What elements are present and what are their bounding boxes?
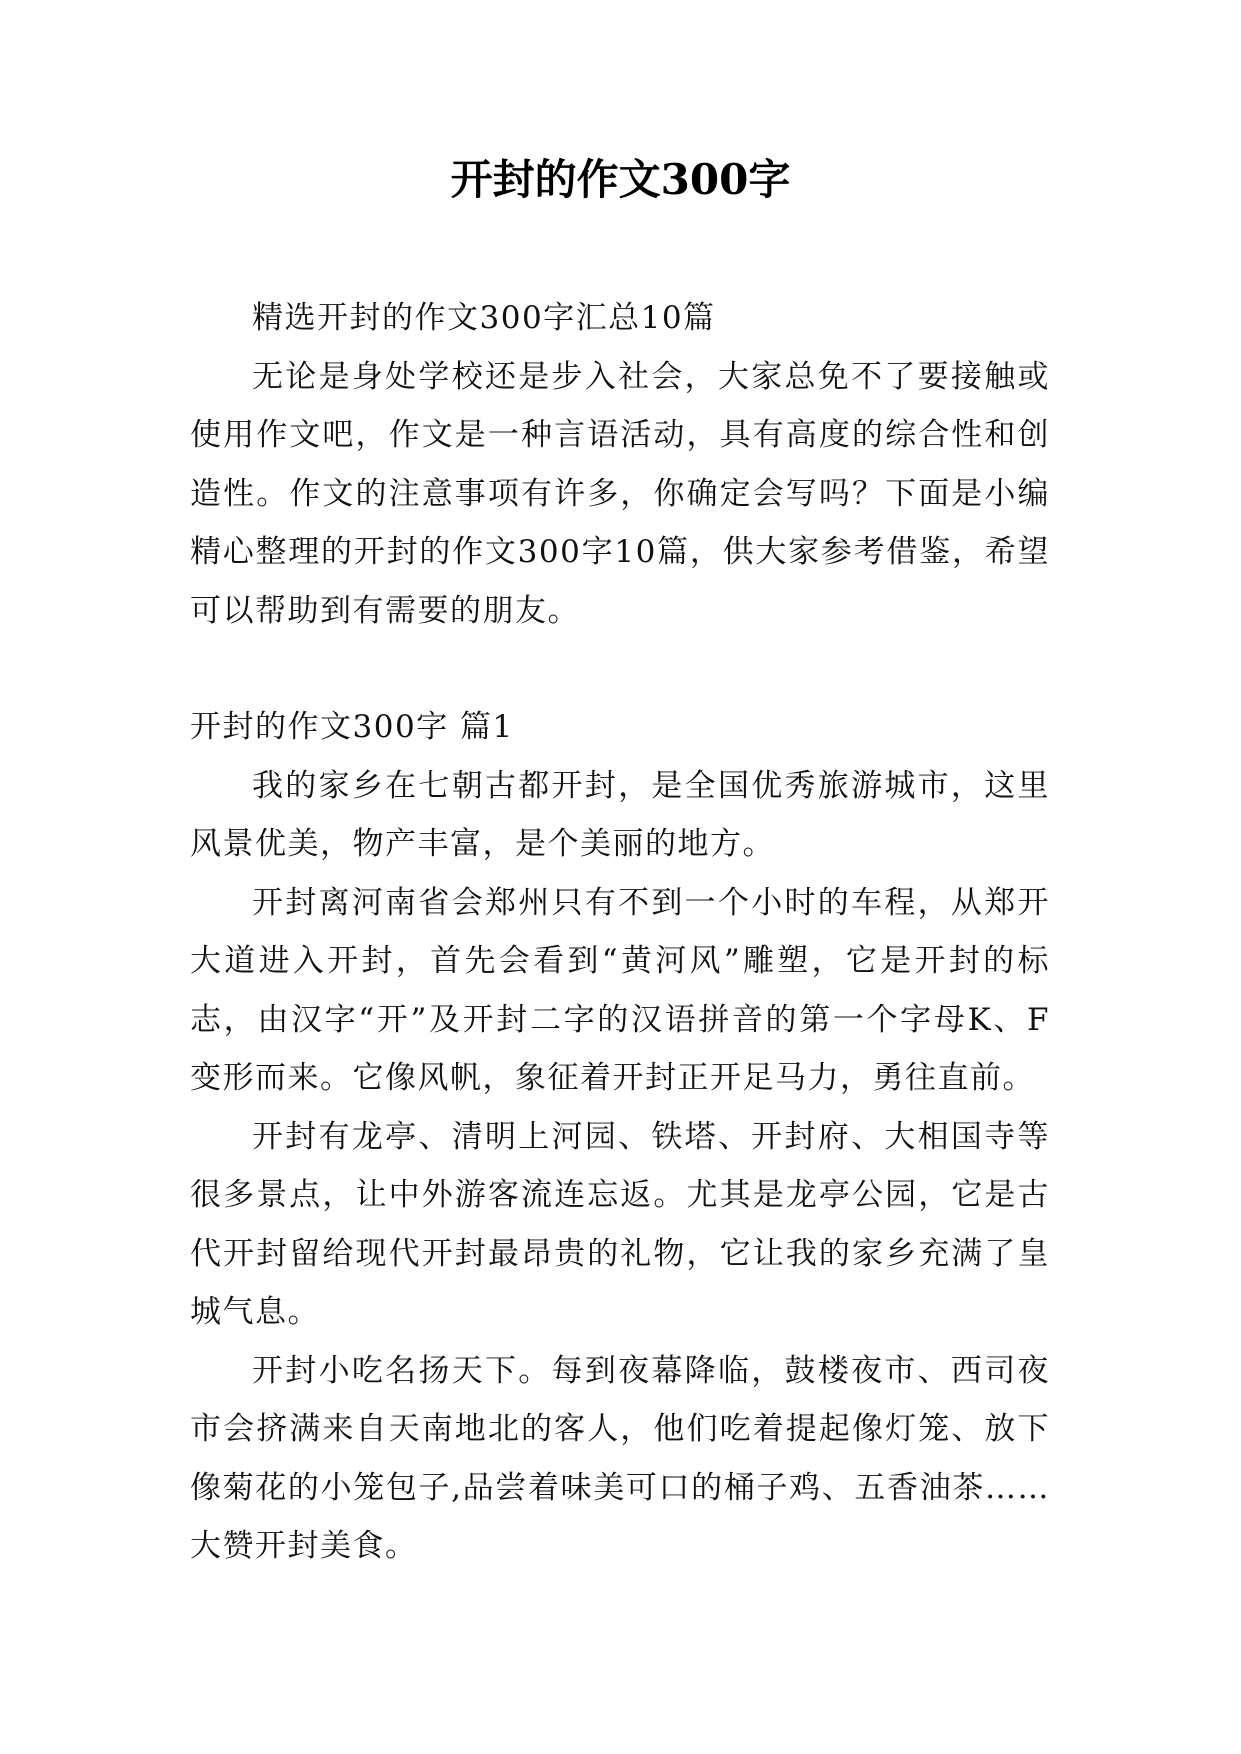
- essay-paragraph: 开封离河南省会郑州只有不到一个小时的车程，从郑开大道进入开封，首先会看到“黄河风”雕塑，它是开封的标志，由汉字“开”及开封二字的汉语拼音的第一个字母K、F变形而来。它像风帆，象征着开封正开足马力，勇往直前。: [190, 884, 1050, 1096]
- essay-paragraph: 开封有龙亭、清明上河园、铁塔、开封府、大相国寺等很多景点，让中外游客流连忘返。尤其是龙亭公园，它是古代开封留给现代开封最昂贵的礼物，它让我的家乡充满了皇城气息。: [190, 1118, 1050, 1330]
- document-title: 开封的作文300字: [450, 155, 791, 204]
- intro-paragraph: 无论是身处学校还是步入社会，大家总免不了要接触或使用作文吧，作文是一种言语活动，具有高度的综合性和创造性。作文的注意事项有许多，你确定会写吗？下面是小编精心整理的开封的作文300字10篇，供大家参考借鉴，希望可以帮助到有需要的朋友。: [190, 358, 1050, 629]
- intro-summary-line: 精选开封的作文300字汇总10篇: [252, 300, 716, 336]
- essay-paragraph: 我的家乡在七朝古都开封，是全国优秀旅游城市，这里风景优美，物产丰富，是个美丽的地方。: [190, 767, 1050, 862]
- essay-paragraph: 开封小吃名扬天下。每到夜幕降临，鼓楼夜市、西司夜市会挤满来自天南地北的客人，他们吃着提起像灯笼、放下像菊花的小笼包子,品尝着味美可口的桶子鸡、五香油茶……大赞开封美食。: [190, 1352, 1050, 1564]
- essay-heading: 开封的作文300字 篇1: [190, 709, 514, 745]
- document-body: [190, 289, 1050, 1576]
